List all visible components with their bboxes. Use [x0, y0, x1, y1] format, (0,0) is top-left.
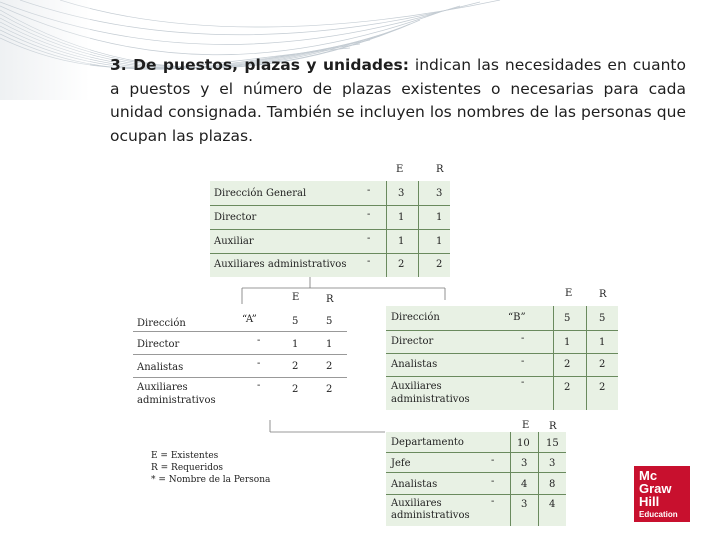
left-row-r: 5 — [326, 316, 333, 327]
left-row-mark: “A” — [242, 314, 257, 325]
bottom-col-e: E — [522, 420, 530, 431]
right-row-r: 2 — [599, 359, 606, 370]
left-col-e: E — [292, 292, 300, 303]
legend-existentes: E = Existentes — [151, 451, 219, 461]
top-row-mark: - — [367, 233, 371, 244]
top-row-label: Auxiliar — [214, 236, 254, 247]
right-row-mark: - — [521, 377, 525, 388]
right-row-r: 1 — [599, 337, 606, 348]
right-row-e: 1 — [564, 337, 571, 348]
logo-line-hill: Hill — [639, 494, 660, 509]
right-row-r: 2 — [599, 382, 606, 393]
mcgraw-hill-education-logo — [634, 466, 690, 522]
bottom-row-r: 8 — [549, 479, 556, 490]
top-row-r: 1 — [436, 212, 443, 223]
right-row-label: Director — [391, 336, 434, 347]
top-row-mark: - — [367, 185, 371, 196]
bottom-row-mark: - — [491, 476, 495, 487]
bottom-row-mark: - — [491, 455, 495, 466]
bottom-row-r: 3 — [549, 458, 556, 469]
left-row-label: Dirección — [137, 318, 186, 329]
logo-line-graw: Graw — [639, 481, 672, 496]
bottom-col-r: R — [549, 421, 557, 432]
top-row-e: 2 — [398, 259, 405, 270]
bottom-row-label: Auxiliares administrativos — [391, 498, 470, 521]
top-row-e: 1 — [398, 236, 405, 247]
left-row-label: Auxiliares administrativos — [137, 382, 216, 406]
bottom-row-r: 15 — [546, 438, 559, 449]
bottom-row-label: Departamento — [391, 437, 464, 448]
left-row-e: 5 — [292, 316, 299, 327]
left-row-e: 2 — [292, 361, 299, 372]
right-row-mark: - — [521, 333, 525, 344]
bottom-row-mark: - — [491, 496, 495, 507]
bottom-row-e: 10 — [517, 438, 530, 449]
bottom-row-r: 4 — [549, 499, 556, 510]
top-row-r: 3 — [436, 188, 443, 199]
left-row-r: 1 — [326, 339, 333, 350]
top-row-r: 2 — [436, 259, 443, 270]
intro-body: indican las necesidades en cuanto a puestos y el número de plazas existentes o necesarias para cada unidad consignada. También se incluyen los nombres de las personas que ocupan las plazas. — [110, 56, 686, 145]
top-row-mark: - — [367, 209, 371, 220]
top-row-label: Auxiliares administrativos — [214, 259, 347, 270]
top-col-r: R — [436, 164, 444, 175]
right-row-e: 2 — [564, 382, 571, 393]
left-col-r: R — [326, 294, 334, 305]
bottom-row-e: 3 — [521, 499, 528, 510]
right-row-label: Dirección — [391, 312, 440, 323]
top-row-r: 1 — [436, 236, 443, 247]
left-row-mark: - — [257, 335, 261, 346]
right-row-mark: “B” — [508, 312, 526, 323]
bottom-row-e: 4 — [521, 479, 528, 490]
right-row-label: Analistas — [391, 359, 438, 370]
top-row-label: Dirección General — [214, 188, 307, 199]
left-row-e: 2 — [292, 384, 299, 395]
top-row-mark: - — [367, 256, 371, 267]
right-row-label: Auxiliares administrativos — [391, 381, 470, 405]
right-row-r: 5 — [599, 313, 606, 324]
left-row-label: Director — [137, 339, 180, 350]
bottom-row-e: 3 — [521, 458, 528, 469]
bottom-row-label: Analistas — [391, 479, 438, 490]
left-row-mark: - — [257, 358, 261, 369]
intro-heading: 3. De puestos, plazas y unidades: — [110, 56, 409, 74]
right-col-e: E — [565, 288, 573, 299]
legend-box — [143, 433, 270, 531]
top-row-e: 1 — [398, 212, 405, 223]
right-col-r: R — [599, 289, 607, 300]
logo-line-education: Education — [639, 510, 678, 519]
right-row-e: 5 — [564, 313, 571, 324]
top-row-label: Director — [214, 212, 257, 223]
left-row-r: 2 — [326, 361, 333, 372]
left-row-r: 2 — [326, 384, 333, 395]
top-col-e: E — [396, 164, 404, 175]
logo-line-mc: Mc — [639, 468, 658, 483]
right-row-e: 2 — [564, 359, 571, 370]
legend-nombre-persona: * = Nombre de la Persona — [151, 475, 271, 485]
left-row-e: 1 — [292, 339, 299, 350]
legend-requeridos: R = Requeridos — [151, 463, 224, 473]
right-row-mark: - — [521, 356, 525, 367]
bottom-row-label: Jefe — [391, 458, 411, 469]
left-row-label: Analistas — [137, 362, 184, 373]
left-row-mark: - — [257, 380, 261, 391]
top-row-e: 3 — [398, 188, 405, 199]
